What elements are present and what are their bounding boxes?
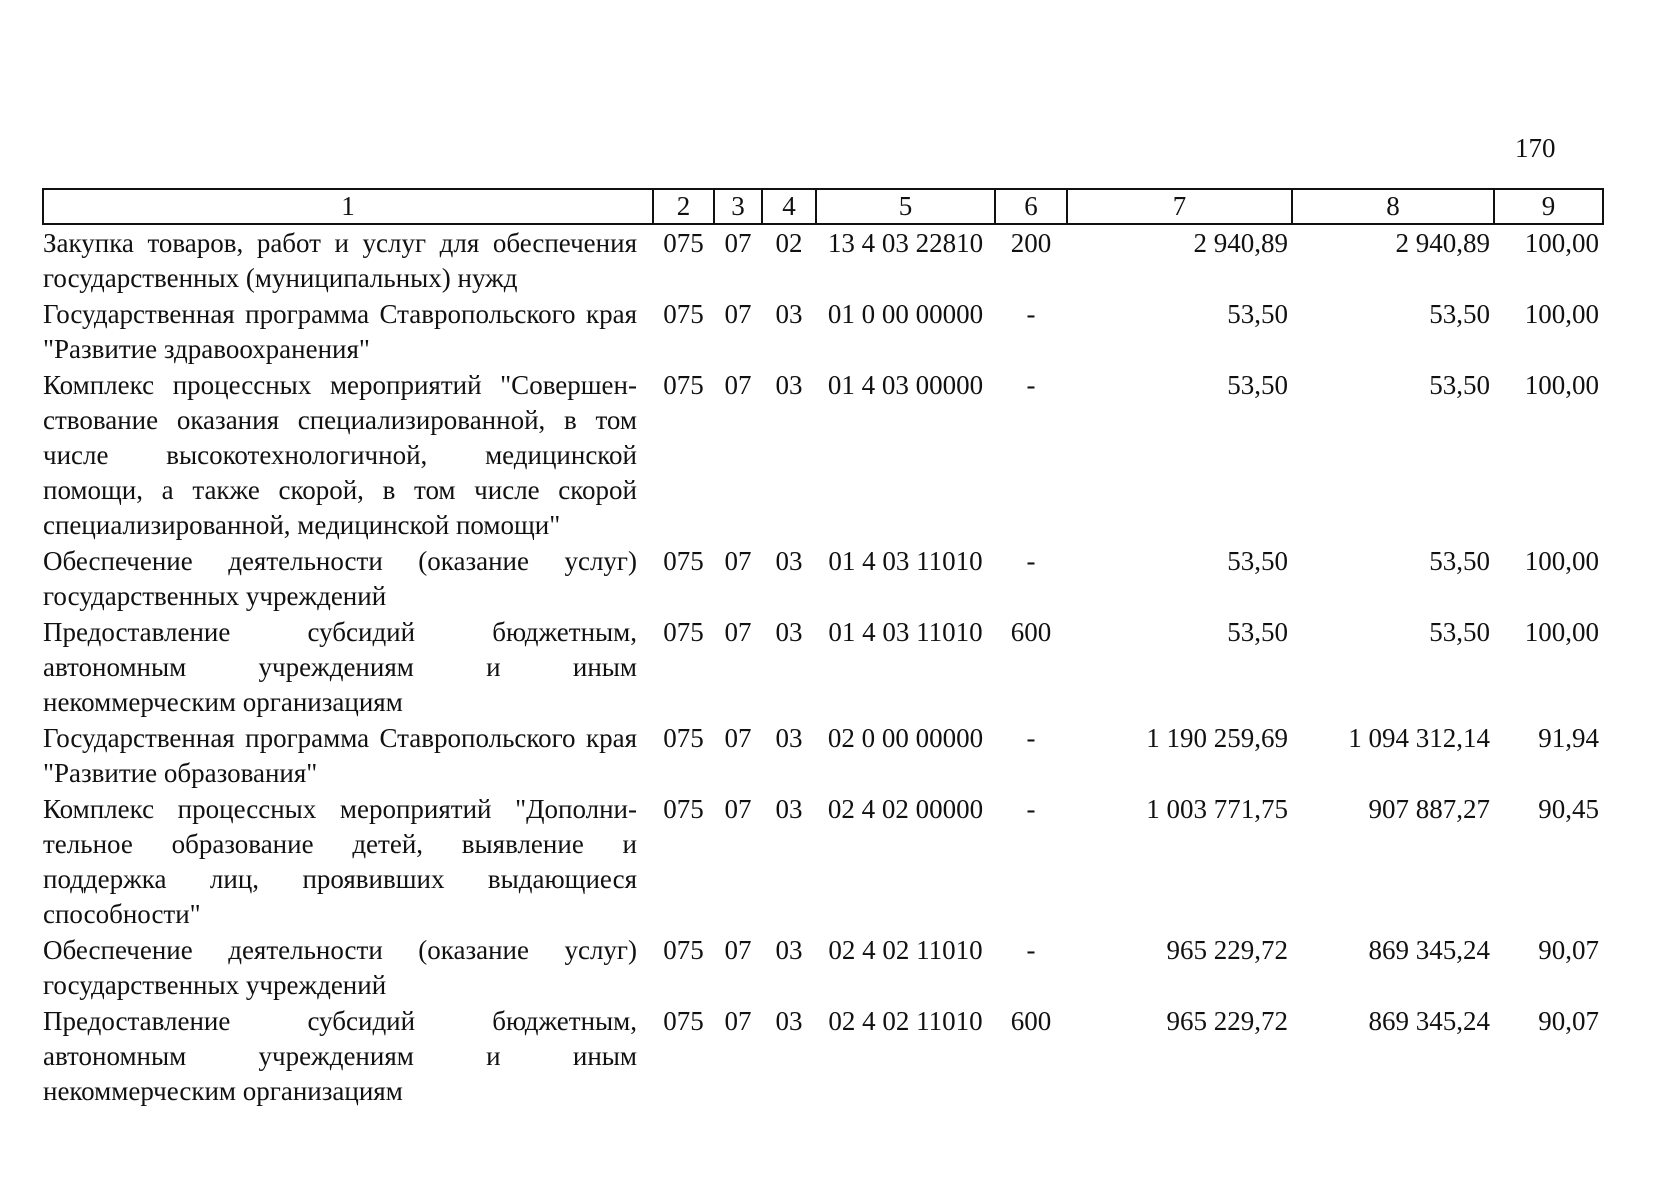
section-code: 07: [724, 1006, 752, 1036]
execution-percent: 100,00: [1524, 370, 1599, 400]
admin-code: 075: [663, 1006, 704, 1036]
column-header-6: 6: [995, 189, 1067, 224]
expense-type-code: -: [1026, 935, 1036, 965]
executed-amount: 1 094 312,14: [1348, 723, 1490, 753]
target-article-code: 02 4 02 11010: [828, 935, 983, 965]
item-name: Предоставление субсидий бюджетным, автономным учреждениям и иным некоммерческим организациям: [43, 617, 637, 717]
column-header-7: 7: [1067, 189, 1292, 224]
table-row: [43, 224, 1603, 296]
item-name: Государственная программа Ставропольского края "Развитие образования": [43, 723, 637, 788]
column-header-5: 5: [816, 189, 995, 224]
item-name: Закупка товаров, работ и услуг для обеспечения государственных (муниципальных) нужд: [43, 228, 637, 293]
section-code: 07: [724, 370, 752, 400]
column-header-2: 2: [653, 189, 714, 224]
planned-amount: 2 940,89: [1193, 228, 1288, 258]
item-name: Комплекс процессных мероприятий "Совершенствование оказания специализированной, в том числе высокотехнологичной, медицинской помощи, а также скорой, в том числе скорой специализированной, медицинской помощи": [43, 370, 637, 540]
admin-code: 075: [663, 723, 704, 753]
admin-code: 075: [663, 546, 704, 576]
expense-type-code: -: [1026, 794, 1036, 824]
execution-percent: 100,00: [1524, 546, 1599, 576]
expense-type-code: 200: [1010, 228, 1052, 258]
target-article-code: 01 4 03 00000: [827, 370, 984, 400]
execution-percent: 100,00: [1524, 299, 1599, 329]
planned-amount: 53,50: [1227, 546, 1288, 576]
page-number: 170: [1515, 133, 1556, 163]
table-row: [43, 296, 1603, 367]
execution-percent: 91,94: [1538, 723, 1599, 753]
executed-amount: 53,50: [1429, 299, 1490, 329]
subsection-code: 03: [775, 935, 803, 965]
subsection-code: 03: [775, 370, 803, 400]
planned-amount: 965 229,72: [1166, 1006, 1288, 1036]
table-row: [43, 720, 1603, 791]
column-header-4: 4: [762, 189, 816, 224]
section-code: 07: [724, 794, 752, 824]
table-row: [43, 367, 1603, 543]
subsection-code: 02: [775, 228, 803, 258]
executed-amount: 53,50: [1429, 370, 1490, 400]
admin-code: 075: [663, 370, 704, 400]
item-name: Предоставление субсидий бюджетным, автономным учреждениям и иным некоммерческим организациям: [43, 1006, 637, 1106]
target-article-code: 01 4 03 11010: [828, 617, 983, 647]
column-header-9: 9: [1494, 189, 1603, 224]
target-article-code: 13 4 03 22810: [827, 228, 984, 258]
subsection-code: 03: [775, 617, 803, 647]
planned-amount: 53,50: [1227, 617, 1288, 647]
column-number-header-row: [43, 189, 1603, 224]
planned-amount: 1 003 771,75: [1146, 794, 1288, 824]
table-row: [43, 614, 1603, 720]
expense-type-code: -: [1026, 370, 1036, 400]
item-name: Обеспечение деятельности (оказание услуг) государственных учреждений: [43, 546, 637, 611]
section-code: 07: [724, 935, 752, 965]
executed-amount: 2 940,89: [1395, 228, 1490, 258]
subsection-code: 03: [775, 1006, 803, 1036]
execution-percent: 90,07: [1538, 1006, 1599, 1036]
table-row: [43, 1003, 1603, 1109]
column-header-3: 3: [714, 189, 762, 224]
planned-amount: 53,50: [1227, 370, 1288, 400]
planned-amount: 1 190 259,69: [1146, 723, 1288, 753]
admin-code: 075: [663, 228, 704, 258]
section-code: 07: [724, 546, 752, 576]
item-name: Государственная программа Ставропольского края "Развитие здравоохранения": [43, 299, 637, 364]
section-code: 07: [724, 299, 752, 329]
table-row: [43, 932, 1603, 1003]
section-code: 07: [724, 617, 752, 647]
execution-percent: 90,45: [1538, 794, 1599, 824]
planned-amount: 965 229,72: [1166, 935, 1288, 965]
executed-amount: 53,50: [1429, 617, 1490, 647]
admin-code: 075: [663, 299, 704, 329]
subsection-code: 03: [775, 299, 803, 329]
subsection-code: 03: [775, 546, 803, 576]
table-row: [43, 543, 1603, 614]
section-code: 07: [724, 228, 752, 258]
execution-percent: 90,07: [1538, 935, 1599, 965]
subsection-code: 03: [775, 794, 803, 824]
admin-code: 075: [663, 935, 704, 965]
item-name: Комплекс процессных мероприятий "Дополнительное образование детей, выявление и поддержка лиц, проявивших выдающиеся способности": [43, 794, 637, 929]
expense-type-code: -: [1026, 546, 1036, 576]
admin-code: 075: [663, 794, 704, 824]
column-header-1: 1: [43, 189, 653, 224]
subsection-code: 03: [775, 723, 803, 753]
target-article-code: 02 0 00 00000: [827, 723, 984, 753]
target-article-code: 02 4 02 00000: [827, 794, 984, 824]
expense-type-code: -: [1026, 299, 1036, 329]
section-code: 07: [724, 723, 752, 753]
executed-amount: 869 345,24: [1368, 935, 1490, 965]
execution-percent: 100,00: [1524, 617, 1599, 647]
budget-table: [42, 188, 1604, 1109]
admin-code: 075: [663, 617, 704, 647]
target-article-code: 01 0 00 00000: [827, 299, 984, 329]
execution-percent: 100,00: [1524, 228, 1599, 258]
target-article-code: 01 4 03 11010: [828, 546, 983, 576]
planned-amount: 53,50: [1227, 299, 1288, 329]
executed-amount: 907 887,27: [1368, 794, 1490, 824]
expense-type-code: 600: [1010, 617, 1052, 647]
item-name: Обеспечение деятельности (оказание услуг) государственных учреждений: [43, 935, 637, 1000]
executed-amount: 53,50: [1429, 546, 1490, 576]
expense-type-code: -: [1026, 723, 1036, 753]
table-row: [43, 791, 1603, 932]
expense-type-code: 600: [1010, 1006, 1052, 1036]
column-header-8: 8: [1292, 189, 1494, 224]
target-article-code: 02 4 02 11010: [828, 1006, 983, 1036]
executed-amount: 869 345,24: [1368, 1006, 1490, 1036]
